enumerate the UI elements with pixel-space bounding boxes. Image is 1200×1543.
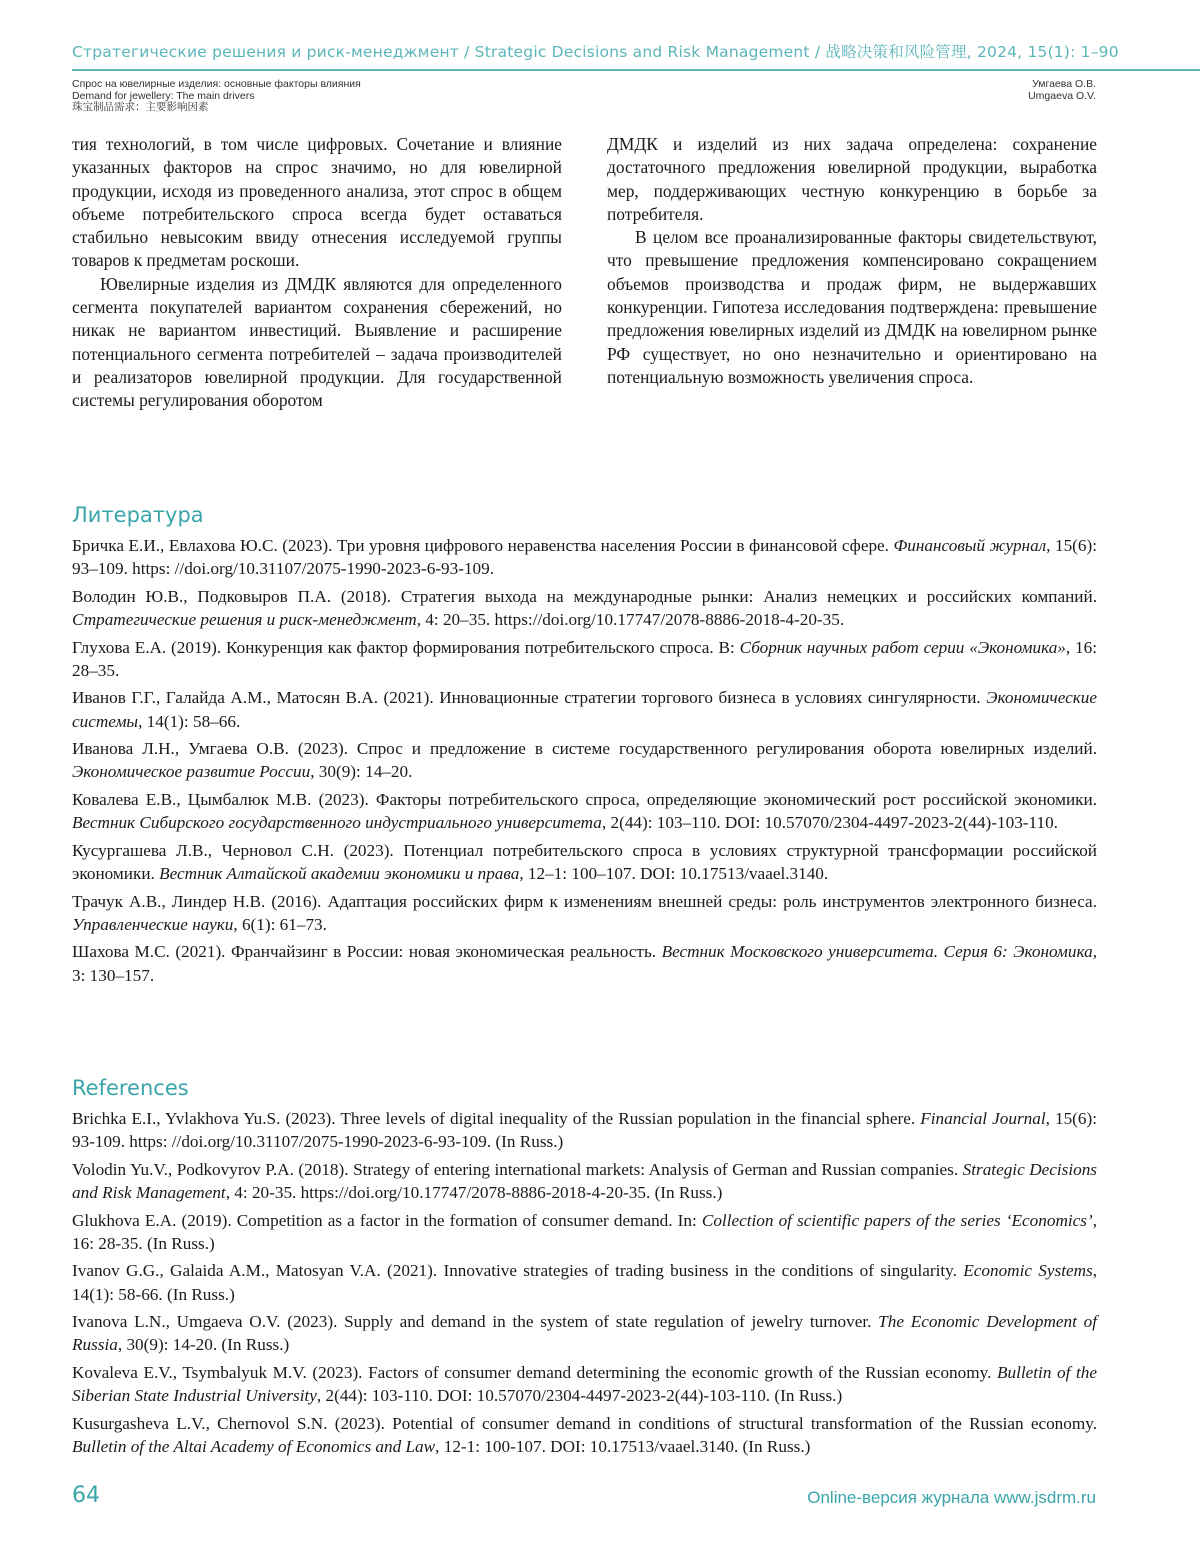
literature-heading: Литература	[72, 503, 204, 527]
header-divider	[72, 69, 1200, 71]
journal-header-line: Стратегические решения и риск-менеджмент / Strategic Decisions and Risk Management / 战略决策和风险管理, 2024, 15(1): 1–90	[72, 43, 1119, 61]
reference-item: Кусургашева Л.В., Черновол С.Н. (2023). Потенциал потребительского спроса в условиях структурной трансформации российской экономики. Вестник Алтайской академии экономики и права, 12–1: 100–107. DOI: 10.17513/vaael.3140.	[72, 840, 1097, 883]
reference-item: Володин Ю.В., Подковыров П.А. (2018). Стратегия выхода на международные рынки: Анализ немецких и российских компаний. Стратегические решения и риск-менеджмент, 4: 20–35. https://doi.org/10.17747/2078-8886-2018-4-20-35.	[72, 586, 1097, 629]
paragraph: В целом все проанализированные факторы свидетельствуют, что превышение предложения компенсировано сокращением объемов производства и продаж фирм, не выдержавших конкуренции. Гипотеза исследования подтверждена: превышение предложения ювелирных изделий из ДМДК на ювелирном рынке РФ существует, но оно незначительно и ориентировано на потенциальную возможность увеличения спроса.	[607, 227, 1097, 387]
body-column-right	[607, 133, 1097, 389]
running-author	[1028, 79, 1096, 102]
references-heading: References	[72, 1076, 189, 1100]
reference-item: Глухова Е.А. (2019). Конкуренция как фактор формирования потребительского спроса. В: Сборник научных работ серии «Экономика», 16: 28–35.	[72, 637, 1097, 680]
references-list	[72, 1107, 1097, 1463]
running-title-en: Demand for jewellery: The main drivers	[72, 89, 255, 102]
reference-item: Иванова Л.Н., Умгаева О.В. (2023). Спрос и предложение в системе государственного регулирования оборота ювелирных изделий. Экономическое развитие России, 30(9): 14–20.	[72, 739, 1097, 782]
reference-item: Трачук А.В., Линдер Н.В. (2016). Адаптация российских фирм к изменениям внешней среды: роль инструментов электронного бизнеса. Управленческие науки, 6(1): 61–73.	[72, 891, 1097, 934]
reference-item: Glukhova E.A. (2019). Competition as a factor in the formation of consumer demand. In: Collection of scientific papers of the series ‘Economics’, 16: 28-35. (In Russ.)	[72, 1210, 1097, 1253]
paragraph: тия технологий, в том числе цифровых. Сочетание и влияние указанных факторов на спрос значимо, но для ювелирной продукции, исходя из проведенного анализа, этот спрос в общем объеме потребительского спроса всегда будет оставаться стабильно невысоким ввиду отнесения исследуемой группы товаров к предметам роскоши.	[72, 134, 562, 271]
reference-item: Бричка Е.И., Евлахова Ю.С. (2023). Три уровня цифрового неравенства населения России в финансовой сфере. Финансовый журнал, 15(6): 93–109. https: //doi.org/10.31107/2075-1990-2023-6-93-109.	[72, 536, 1097, 579]
reference-item: Ivanov G.G., Galaida A.M., Matosyan V.A. (2021). Innovative strategies of trading business in the conditions of singularity. Economic Systems, 14(1): 58-66. (In Russ.)	[72, 1261, 1097, 1304]
journal-website-link[interactable]: Online-версия журнала www.jsdrm.ru	[807, 1488, 1096, 1507]
running-title-zh: 珠宝制品需求：主要影响因素	[72, 101, 209, 113]
reference-item: Ivanova L.N., Umgaeva O.V. (2023). Supply and demand in the system of state regulation of jewelry turnover. The Economic Development of Russia, 30(9): 14-20. (In Russ.)	[72, 1312, 1097, 1355]
running-author-ru: Умгаева О.В.	[1032, 78, 1096, 90]
paragraph: Ювелирные изделия из ДМДК являются для определенного сегмента покупателей вариантом сохранения сбережений, но никак не вариантом инвестиций. Выявление и расширение потенциального сегмента потребителей – задача производителей и реализаторов ювелирной продукции. Для государственной системы регулирования оборотом	[72, 273, 562, 411]
reference-item: Ковалева Е.В., Цымбалюк М.В. (2023). Факторы потребительского спроса, определяющие экономический рост российской экономики. Вестник Сибирского государственного индустриального университета, 2(44): 103–110. DOI: 10.57070/2304-4497-2023-2(44)-103-110.	[72, 789, 1097, 833]
page-number: 64	[72, 1483, 100, 1508]
running-title-ru: Спрос на ювелирные изделия: основные факторы влияния	[72, 78, 361, 90]
paragraph: ДМДК и изделий из них задача определена: сохранение достаточного предложения ювелирной продукции, выработка мер, поддерживающих честную конкуренцию в борьбе за потребителя.	[607, 134, 1097, 224]
reference-item: Kovaleva E.V., Tsymbalyuk M.V. (2023). Factors of consumer demand determining the economic growth of the Russian economy. Bulletin of the Siberian State Industrial University, 2(44): 103-110. DOI: 10.57070/2304-4497-2023-2(44)-103-110. (In Russ.)	[72, 1362, 1097, 1406]
reference-item: Volodin Yu.V., Podkovyrov P.A. (2018). Strategy of entering international markets: Analysis of German and Russian companies. Strategic Decisions and Risk Management, 4: 20-35. https://doi.org/10.17747/2078-8886-2018-4-20-35. (In Russ.)	[72, 1159, 1097, 1202]
running-author-en: Umgaeva O.V.	[1028, 89, 1096, 102]
running-title	[72, 79, 361, 114]
reference-item: Kusurgasheva L.V., Chernovol S.N. (2023). Potential of consumer demand in conditions of structural transformation of the Russian economy. Bulletin of the Altai Academy of Economics and Law, 12-1: 100-107. DOI: 10.17513/vaael.3140. (In Russ.)	[72, 1413, 1097, 1456]
reference-item: Иванов Г.Г., Галайда А.М., Матосян В.А. (2021). Инновационные стратегии торгового бизнеса в условиях сингулярности. Экономические системы, 14(1): 58–66.	[72, 688, 1097, 731]
reference-item: Шахова М.С. (2021). Франчайзинг в России: новая экономическая реальность. Вестник Московского университета. Серия 6: Экономика, 3: 130–157.	[72, 942, 1097, 985]
body-column-left	[72, 133, 562, 413]
reference-item: Brichka E.I., Yvlakhova Yu.S. (2023). Three levels of digital inequality of the Russian population in the financial sphere. Financial Journal, 15(6): 93-109. https: //doi.org/10.31107/2075-1990-2023-6-93-109. (In Russ.)	[72, 1109, 1097, 1152]
literature-list	[72, 534, 1097, 991]
